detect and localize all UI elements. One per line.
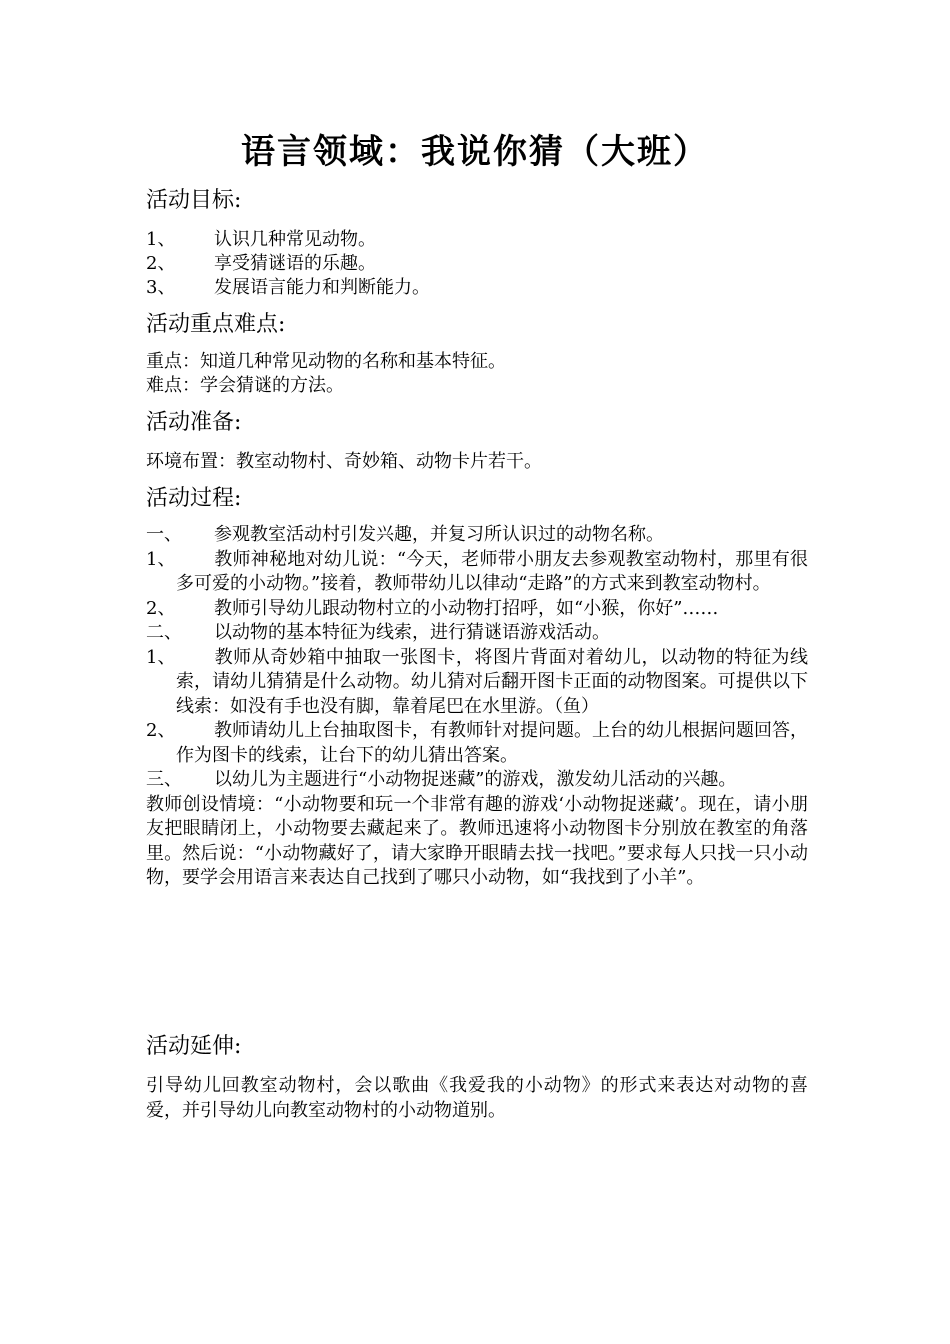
focus-line: 重点：知道几种常见动物的名称和基本特征。 [146, 351, 506, 372]
extension-heading: 活动延伸: [146, 1034, 242, 1059]
goal-item-1-text: 认识几种常见动物。 [214, 229, 376, 250]
process-body [146, 523, 808, 891]
extension-text: 引导幼儿回教室动物村，会以歌曲《我爱我的小动物》的形式来表达对动物的喜爱，并引导幼儿向教室动物村的小动物道别。 [146, 1075, 808, 1121]
process-part-1-item-1-text: 教师神秘地对幼儿说：“今天，老师带小朋友去参观教室动物村，那里有很多可爱的小动物。”接着，教师带幼儿以律动“走路”的方式来到教室动物村。 [176, 548, 808, 594]
process-part-1-num: 一、 [146, 524, 182, 545]
process-part-2-item-1 [146, 646, 808, 720]
preparation-heading: 活动准备: [146, 410, 242, 435]
process-part-1-text: 参观教室活动村引发兴趣，并复习所认识过的动物名称。 [214, 524, 664, 545]
goal-item-1 [146, 228, 376, 252]
key-points-heading: 活动重点难点: [146, 312, 286, 337]
process-part-2-num: 二、 [146, 622, 182, 643]
process-part-1-item-1 [146, 548, 808, 597]
process-part-3 [146, 768, 808, 793]
document-title: 语言领域：我说你猜（大班） [241, 132, 709, 172]
goal-item-3 [146, 276, 430, 300]
process-part-1-item-2-text: 教师引导幼儿跟动物村立的小动物打招呼，如“小猴，你好”…… [214, 597, 719, 619]
goal-item-2-num: 2、 [146, 253, 176, 274]
process-part-3-text: 以幼儿为主题进行“小动物捉迷藏”的游戏，激发幼儿活动的兴趣。 [214, 769, 737, 790]
process-part-2-item-2-num: 2、 [146, 720, 176, 741]
process-part-2-item-1-text: 教师从奇妙箱中抽取一张图卡，将图片背面对着幼儿，以动物的特征为线索，请幼儿猜猜是什么动物。幼儿猜对后翻开图卡正面的动物图案。可提供以下线索：如没有手也没有脚，靠着尾巴在水里游。（鱼） [176, 646, 808, 717]
process-part-2-item-1-num: 1、 [146, 646, 176, 668]
process-part-1-item-1-num: 1、 [146, 548, 176, 570]
goal-item-3-num: 3、 [146, 277, 176, 298]
process-part-3-num: 三、 [146, 769, 182, 790]
process-part-1-item-2-num: 2、 [146, 597, 176, 619]
difficulty-line: 难点：学会猜谜的方法。 [146, 375, 344, 396]
process-part-2-item-2 [146, 719, 808, 768]
process-part-2-text: 以动物的基本特征为线索，进行猜谜语游戏活动。 [214, 622, 610, 643]
goal-item-3-text: 发展语言能力和判断能力。 [214, 277, 430, 298]
process-heading: 活动过程: [146, 486, 242, 511]
process-part-3-paragraph: 教师创设情境：“小动物要和玩一个非常有趣的游戏‘小动物捉迷藏’。现在，请小朋友把眼睛闭上，小动物要去藏起来了。教师迅速将小动物图卡分别放在教室的角落里。然后说：“小动物藏好了，请大家睁开眼睛去找一找吧。”要求每人只找一只小动物，要学会用语言来表达自己找到了哪只小动物，如“我找到了小羊”。 [146, 793, 808, 888]
preparation-text: 环境布置：教室动物村、奇妙箱、动物卡片若干。 [146, 451, 542, 472]
process-part-2-item-2-text: 教师请幼儿上台抽取图卡，有教师针对提问题。上台的幼儿根据问题回答，作为图卡的线索，让台下的幼儿猜出答案。 [176, 720, 808, 766]
process-part-2 [146, 621, 808, 646]
goal-item-1-num: 1、 [146, 229, 176, 250]
process-part-1 [146, 523, 808, 548]
goal-item-2-text: 享受猜谜语的乐趣。 [214, 253, 376, 274]
goal-item-2 [146, 252, 376, 276]
process-part-1-item-2 [146, 597, 808, 622]
goals-heading: 活动目标: [146, 188, 242, 213]
